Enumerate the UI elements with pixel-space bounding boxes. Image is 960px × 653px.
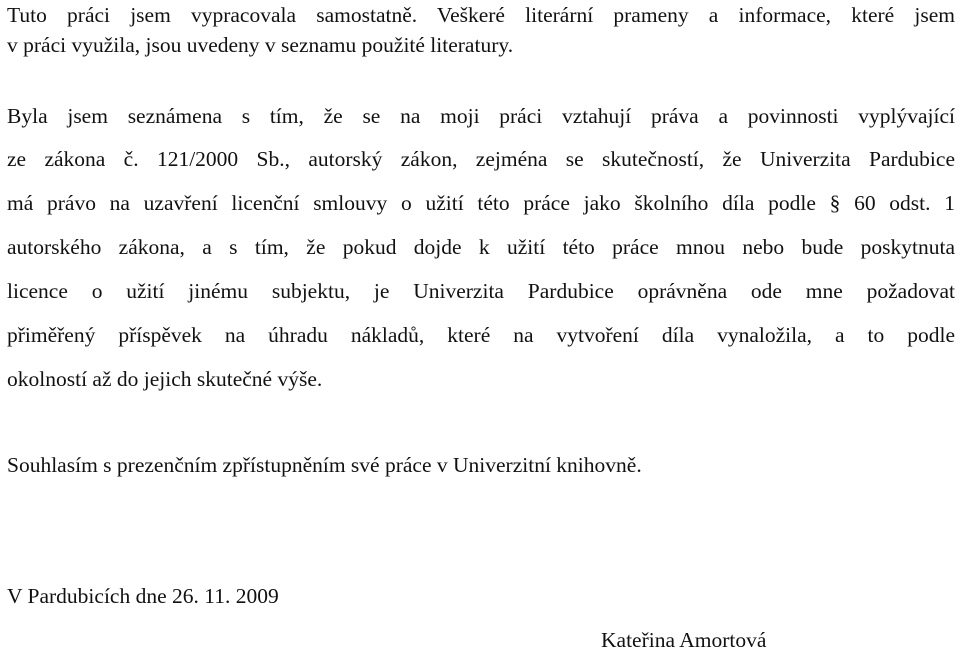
paragraph-2-line-2: ze zákona č. 121/2000 Sb., autorský zákon, zejména se skutečností, že Univerzita Pardubice	[7, 147, 955, 171]
place-and-date: V Pardubicích dne 26. 11. 2009	[7, 584, 279, 608]
consent-statement: Souhlasím s prezenčním zpřístupněním své práce v Univerzitní knihovně.	[7, 453, 642, 477]
paragraph-2-line-3: má právo na uzavření licenční smlouvy o užití této práce jako školního díla podle § 60 odst. 1	[7, 191, 955, 215]
paragraph-2-line-7: okolností až do jejich skutečné výše.	[7, 367, 323, 391]
paragraph-2-line-5: licence o užití jinému subjektu, je Univerzita Pardubice oprávněna ode mne požadovat	[7, 279, 955, 303]
paragraph-2-line-1: Byla jsem seznámena s tím, že se na moji práci vztahují práva a povinnosti vyplývající	[7, 104, 955, 128]
paragraph-2-line-6: přiměřený příspěvek na úhradu nákladů, které na vytvoření díla vynaložila, a to podle	[7, 323, 955, 347]
paragraph-1-line-1: Tuto práci jsem vypracovala samostatně. Veškeré literární prameny a informace, které jsem	[7, 3, 955, 27]
paragraph-2-line-4: autorského zákona, a s tím, že pokud dojde k užití této práce mnou nebo bude poskytnuta	[7, 235, 955, 259]
paragraph-1-line-2: v práci využila, jsou uvedeny v seznamu použité literatury.	[7, 33, 514, 57]
author-signature-name: Kateřina Amortová	[601, 628, 767, 652]
